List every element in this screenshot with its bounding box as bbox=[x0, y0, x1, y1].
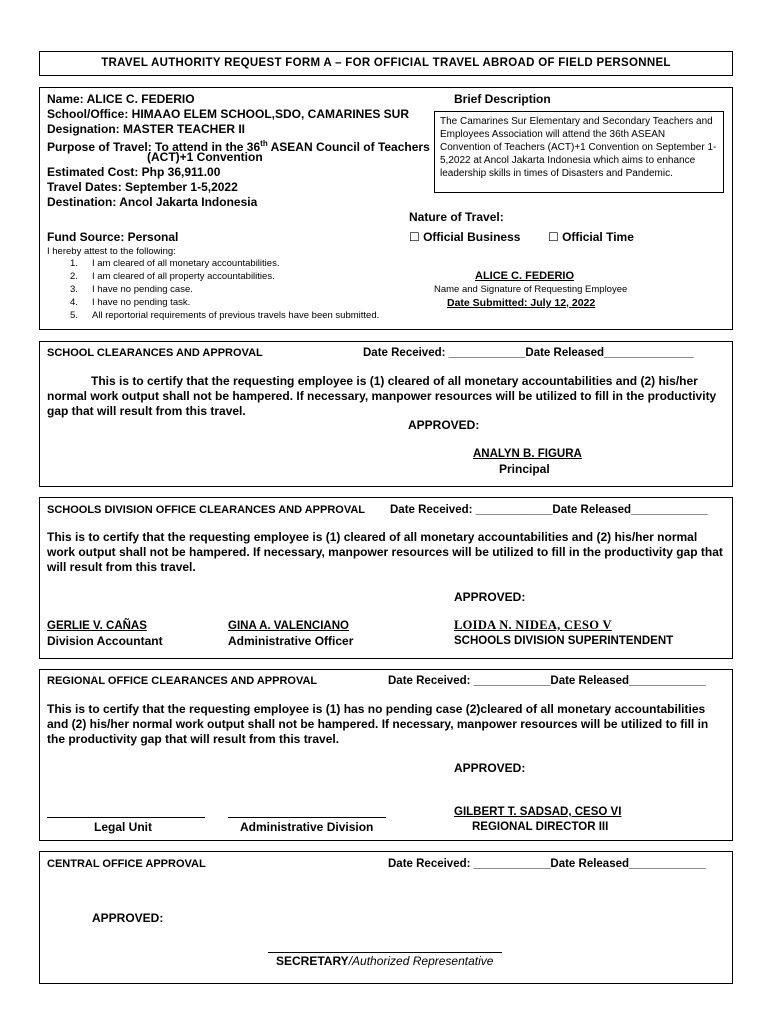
administrative-division-role: Administrative Division bbox=[240, 820, 374, 834]
regional-director-name: GILBERT T. SADSAD, CESO VI bbox=[454, 806, 622, 818]
superintendent-role: SCHOOLS DIVISION SUPERINTENDENT bbox=[454, 635, 674, 647]
official-business-checkbox[interactable]: ☐ Official Business bbox=[409, 230, 521, 244]
estimated-cost: Estimated Cost: Php 36,911.00 bbox=[47, 165, 221, 179]
division-accountant-role: Division Accountant bbox=[47, 634, 163, 648]
superintendent-name: LOIDA N. NIDEA, CESO V bbox=[454, 618, 612, 632]
attest-item: 3. I have no pending case. bbox=[70, 284, 193, 295]
regional-section-dates: Date Received: ____________Date Released____________ bbox=[388, 675, 706, 687]
form-title: TRAVEL AUTHORITY REQUEST FORM A – FOR OFFICIAL TRAVEL ABROAD OF FIELD PERSONNEL bbox=[101, 57, 671, 69]
regional-certification-text: This is to certify that the requesting employee is (1) has no pending case (2)cleared of all monetary accountabilities and (2) his/her normal work output shall not be hampered. If necessary, manpower resources will be utilized to fill in the productivity gap that will result from this travel. bbox=[47, 702, 709, 746]
principal-name: ANALYN B. FIGURA bbox=[473, 448, 582, 460]
legal-unit-signature-line bbox=[47, 817, 205, 818]
school-section-dates: Date Received: ____________Date Released______________ bbox=[363, 347, 694, 359]
travel-dates: Travel Dates: September 1-5,2022 bbox=[47, 180, 238, 194]
division-section-dates: Date Received: ____________Date Released____________ bbox=[390, 504, 708, 516]
official-time-checkbox[interactable]: ☐ Official Time bbox=[548, 230, 634, 244]
destination: Destination: Ancol Jakarta Indonesia bbox=[47, 195, 258, 209]
legal-unit-role: Legal Unit bbox=[94, 820, 153, 834]
date-submitted: Date Submitted: July 12, 2022 bbox=[447, 297, 596, 309]
division-accountant-name: GERLIE V. CAÑAS bbox=[47, 620, 147, 632]
designation: Designation: MASTER TEACHER II bbox=[47, 122, 246, 136]
attest-intro: I hereby attest to the following: bbox=[47, 246, 176, 257]
central-section-heading: CENTRAL OFFICE APPROVAL bbox=[47, 858, 206, 870]
brief-description-label: Brief Description bbox=[454, 92, 551, 106]
purpose-of-travel: Purpose of Travel: To attend in the 36th ASEAN Council of Teachers bbox=[47, 139, 430, 154]
requester-name: Name: ALICE C. FEDERIO bbox=[47, 92, 195, 106]
regional-section-heading: REGIONAL OFFICE CLEARANCES AND APPROVAL bbox=[47, 675, 318, 687]
administrative-officer-name: GINA A. VALENCIANO bbox=[228, 620, 349, 632]
division-certification-text: This is to certify that the requesting employee is (1) cleared of all monetary accountabilities and (2) his/her normal work output shall not be hampered. If necessary, manpower resources will be utilized to fill in the productivity gap that will result from this travel. bbox=[47, 530, 723, 574]
school-office: School/Office: HIMAAO ELEM SCHOOL,SDO, CAMARINES SUR bbox=[47, 107, 410, 121]
signature-caption: Name and Signature of Requesting Employee bbox=[434, 284, 628, 295]
administrative-division-signature-line bbox=[228, 817, 386, 818]
secretary-role: SECRETARY/Authorized Representative bbox=[276, 954, 494, 968]
attest-item: 5. All reportorial requirements of previous travels have been submitted. bbox=[70, 310, 380, 321]
requesting-employee-signature: ALICE C. FEDERIO bbox=[475, 270, 575, 282]
brief-description-box: The Camarines Sur Elementary and Secondary Teachers and Employees Association will attend the 36th ASEAN Convention of Teachers (ACT)+1 Convention on September 1-5,2022 at Ancol Jakarta Indonesia which aims to enhance leadership skills in times of Disasters and Pandemic. bbox=[434, 111, 724, 193]
fund-source: Fund Source: Personal bbox=[47, 230, 179, 244]
administrative-officer-role: Administrative Officer bbox=[228, 634, 354, 648]
central-approved-label: APPROVED: bbox=[92, 911, 164, 925]
attest-item: 1. I am cleared of all monetary accountabilities. bbox=[70, 258, 280, 269]
principal-role: Principal bbox=[499, 462, 550, 476]
central-section-dates: Date Received: ____________Date Released____________ bbox=[388, 858, 706, 870]
attest-item: 2. I am cleared of all property accountabilities. bbox=[70, 271, 275, 282]
regional-clearances-section bbox=[39, 669, 733, 841]
nature-of-travel-label: Nature of Travel: bbox=[409, 210, 504, 224]
secretary-signature-line bbox=[268, 952, 502, 953]
form-title-box bbox=[39, 51, 733, 76]
school-approved-label: APPROVED: bbox=[408, 418, 480, 432]
purpose-continuation: (ACT)+1 Convention bbox=[147, 150, 263, 164]
school-certification-text: This is to certify that the requesting employee is (1) cleared of all monetary accountabilities and (2) his/her normal work output shall not be hampered. If necessary, manpower resources will be utilized to fill in the productivity gap that will result from this travel. bbox=[47, 374, 717, 418]
regional-approved-label: APPROVED: bbox=[454, 761, 526, 775]
attest-item: 4. I have no pending task. bbox=[70, 297, 191, 308]
school-section-heading: SCHOOL CLEARANCES AND APPROVAL bbox=[47, 347, 263, 359]
division-approved-label: APPROVED: bbox=[454, 590, 526, 604]
division-section-heading: SCHOOLS DIVISION OFFICE CLEARANCES AND APPROVAL bbox=[47, 504, 366, 516]
regional-director-role: REGIONAL DIRECTOR III bbox=[472, 821, 609, 833]
